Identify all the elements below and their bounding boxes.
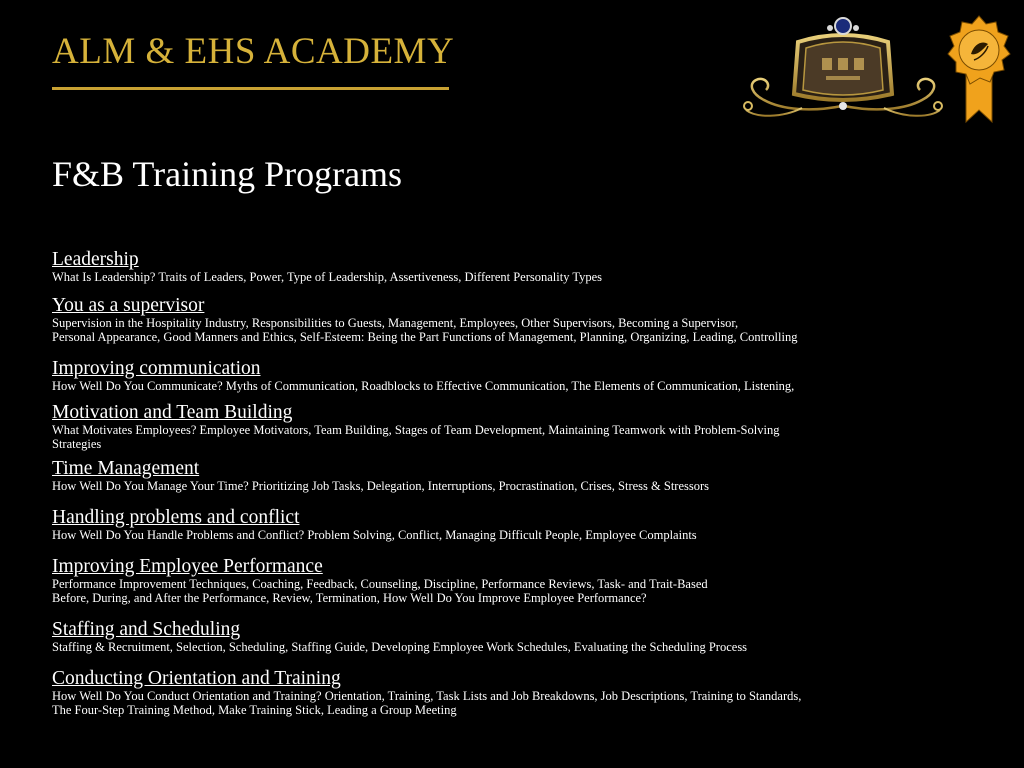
program-leadership xyxy=(52,250,952,284)
program-description: What Motivates Employees? Employee Motivators, Team Building, Stages of Team Development, Maintaining Teamwork with Problem-Solving Strategies xyxy=(52,423,780,451)
program-description: How Well Do You Communicate? Myths of Communication, Roadblocks to Effective Communication, The Elements of Communication, Listening, xyxy=(52,379,795,393)
program-title[interactable]: Leadership xyxy=(52,249,139,270)
program-description: How Well Do You Handle Problems and Conflict? Problem Solving, Conflict, Managing Difficult People, Employee Complaints xyxy=(52,528,697,542)
program-description: Staffing & Recruitment, Selection, Scheduling, Staffing Guide, Developing Employee Work Schedules, Evaluating the Scheduling Process xyxy=(52,640,748,654)
program-title[interactable]: Staffing and Scheduling xyxy=(52,619,241,640)
program-title[interactable]: Improving Employee Performance xyxy=(52,556,323,577)
brand-underline xyxy=(52,87,449,90)
program-description: How Well Do You Conduct Orientation and Training? Orientation, Training, Task Lists and Job Breakdowns, Job Descriptions, Training to Standards, The Four-Step Training Method, Make Training Stick, Leading a Group Meeting xyxy=(52,689,802,717)
program-description: How Well Do You Manage Your Time? Prioritizing Job Tasks, Delegation, Interruptions, Procrastination, Crises, Stress & Stressors xyxy=(52,479,710,493)
program-orientation xyxy=(52,669,952,717)
program-communication xyxy=(52,359,952,393)
academy-brand-title: ALM & EHS ACADEMY xyxy=(52,31,455,72)
program-description: Performance Improvement Techniques, Coaching, Feedback, Counseling, Discipline, Performance Reviews, Task- and Trait-Based Before, During, and After the Performance, Review, Termination, How Well Do You Improve Employee Performance? xyxy=(52,577,708,605)
program-title[interactable]: Improving communication xyxy=(52,358,261,379)
program-title[interactable]: Motivation and Team Building xyxy=(52,402,293,423)
program-title[interactable]: Handling problems and conflict xyxy=(52,507,300,528)
award-ribbon-badge xyxy=(944,14,1014,124)
program-time-management xyxy=(52,459,952,493)
program-title[interactable]: Time Management xyxy=(52,458,200,479)
program-title[interactable]: You as a supervisor xyxy=(52,295,205,316)
program-staffing xyxy=(52,620,952,654)
program-conflict xyxy=(52,508,952,542)
program-motivation xyxy=(52,403,952,451)
program-description: Supervision in the Hospitality Industry, Responsibilities to Guests, Management, Employees, Other Supervisors, Becoming a Supervisor, Personal Appearance, Good Manners and Ethics, Self-Esteem: Being the Part Functions of Management, Planning, Organizing, Leading, Controlling xyxy=(52,316,798,344)
page-title: F&B Training Programs xyxy=(52,154,403,194)
program-performance xyxy=(52,557,952,605)
program-title[interactable]: Conducting Orientation and Training xyxy=(52,668,341,689)
program-supervisor xyxy=(52,296,952,344)
ornate-crest-logo xyxy=(742,14,944,122)
program-description: What Is Leadership? Traits of Leaders, Power, Type of Leadership, Assertiveness, Different Personality Types xyxy=(52,270,603,284)
